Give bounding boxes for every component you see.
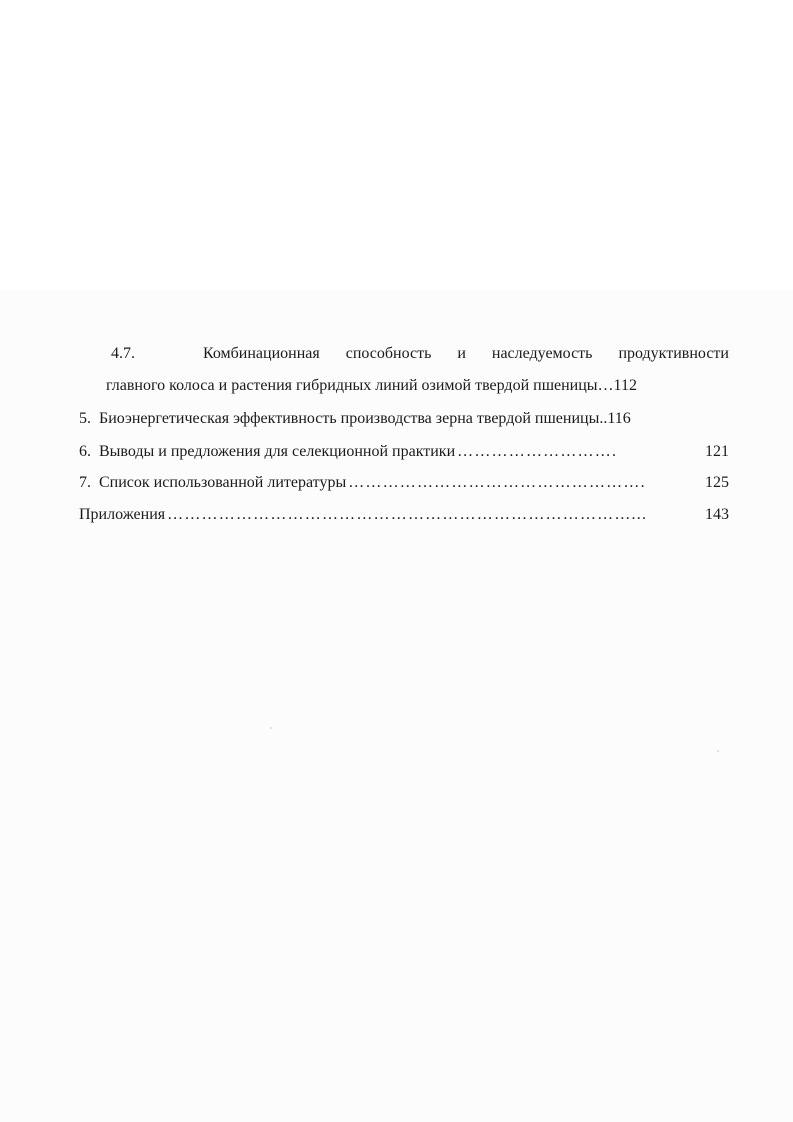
toc-entry-leader: ……………………………………………. bbox=[348, 474, 646, 491]
toc-entry-number: 7. bbox=[79, 474, 91, 491]
toc-entry-page: 112 bbox=[613, 377, 637, 394]
toc-entry-word: Комбинационная bbox=[202, 345, 320, 362]
toc-entry-appendices bbox=[79, 504, 729, 526]
toc-entry-title: Биоэнергетическая эффективность производства зерна твердой пшеницы bbox=[99, 410, 600, 427]
toc-entry-leader: ………………………. bbox=[457, 443, 618, 460]
toc-entry-4-7-line-1 bbox=[111, 343, 729, 365]
toc-entry-leader: ………………………………………………………………………... bbox=[167, 506, 648, 523]
toc-entry-word: способность bbox=[345, 345, 432, 362]
toc-entry-6 bbox=[79, 441, 729, 463]
toc-entry-leader: .. bbox=[599, 410, 608, 427]
toc-entry-page: 121 bbox=[705, 443, 729, 460]
scan-speck bbox=[270, 727, 272, 729]
toc-entry-number: 4.7. bbox=[111, 345, 135, 362]
toc-entry-page: 116 bbox=[607, 410, 631, 427]
toc-entry-number: 5. bbox=[79, 410, 91, 427]
toc-entry-4-7-line-2 bbox=[106, 375, 729, 397]
toc-entry-word: и bbox=[457, 345, 466, 362]
toc-entry-number: 6. bbox=[79, 443, 91, 460]
toc-entry-7 bbox=[79, 472, 729, 494]
toc-entry-title: Выводы и предложения для селекционной практики bbox=[99, 443, 456, 460]
toc-entry-page: 125 bbox=[705, 474, 729, 491]
toc-entry-title: Список использованной литературы bbox=[99, 474, 347, 491]
toc-entry-title: главного колоса и растения гибридных линий озимой твердой пшеницы bbox=[106, 377, 598, 394]
toc-entry-5 bbox=[79, 408, 729, 430]
toc-entry-title: Приложения bbox=[79, 506, 166, 523]
toc-entry-word: продуктивности bbox=[618, 345, 729, 362]
toc-entry-word: наследуемость bbox=[491, 345, 593, 362]
toc-entry-leader: … bbox=[597, 377, 614, 394]
scan-speck bbox=[717, 750, 719, 752]
toc-entry-page: 143 bbox=[705, 506, 729, 523]
